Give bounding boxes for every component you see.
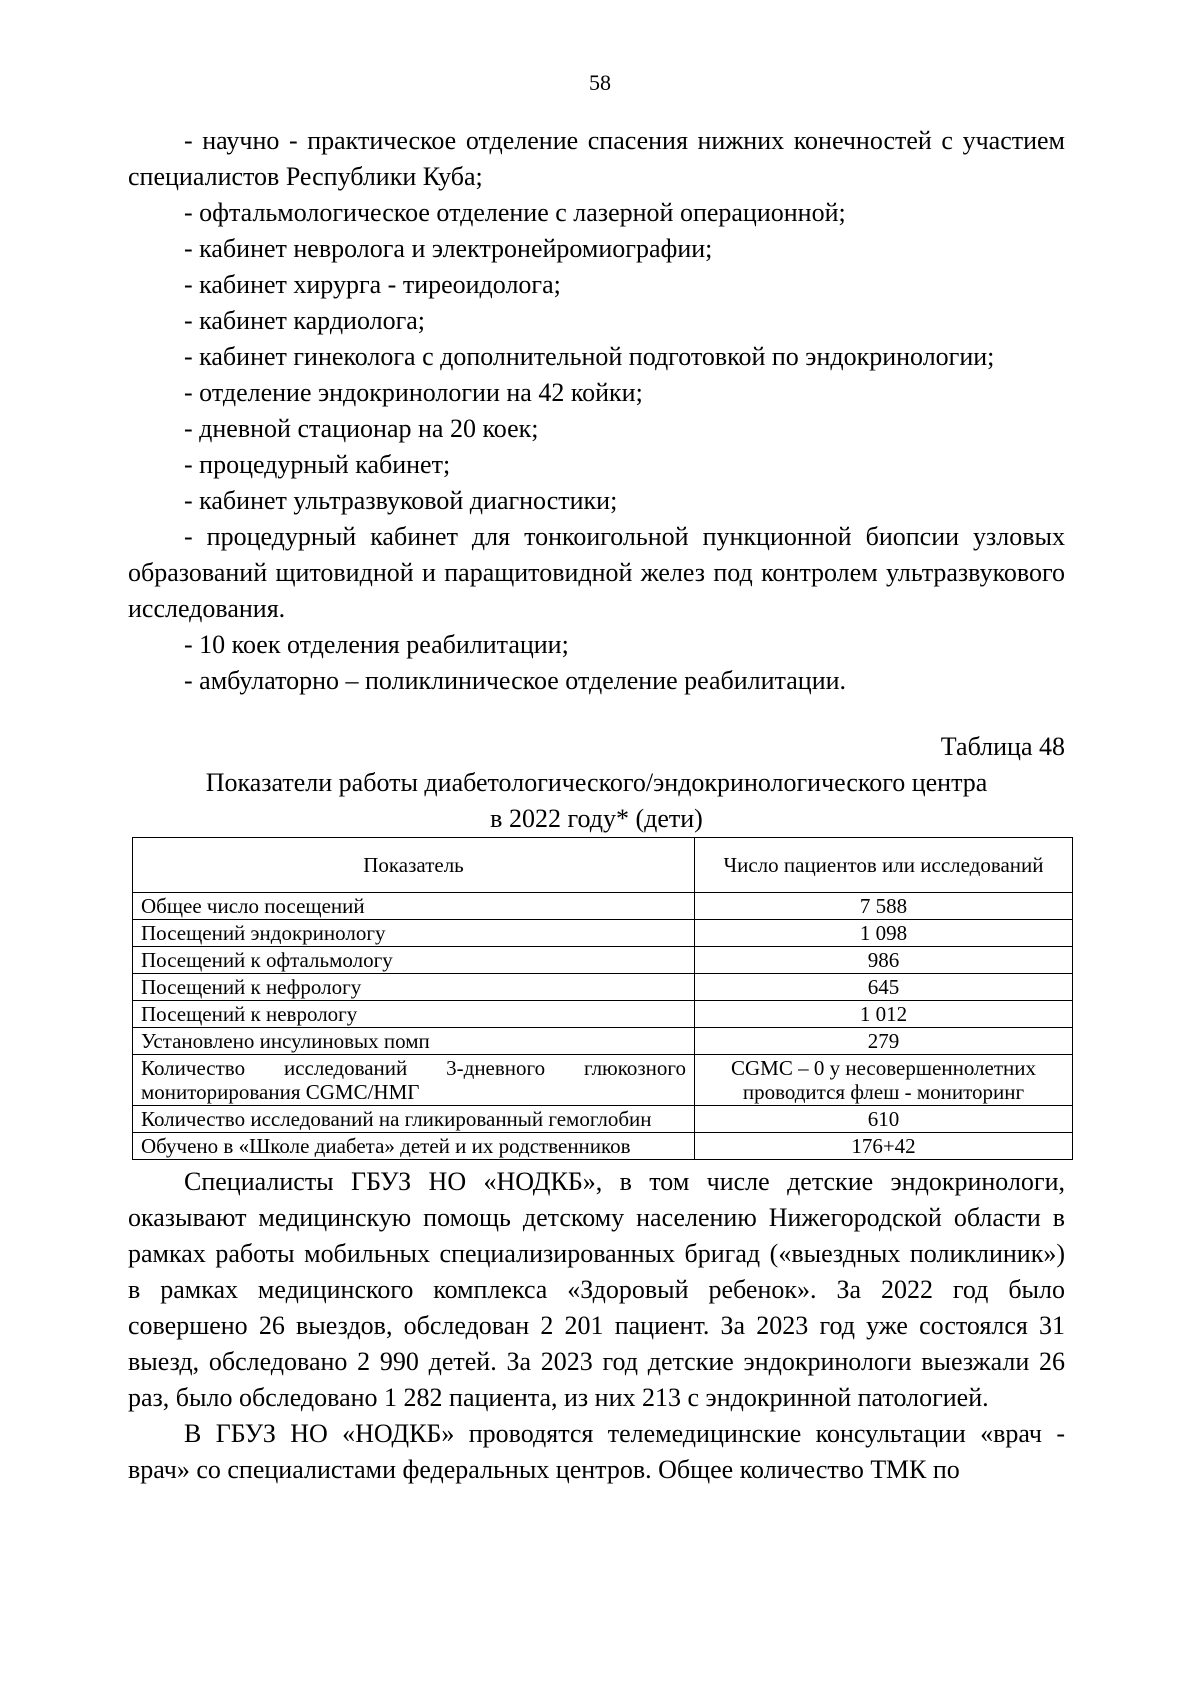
list-item: - кабинет ультразвуковой диагностики; — [184, 486, 618, 515]
list-item: - дневной стационар на 20 коек; — [184, 414, 539, 443]
indicator-cell: Установлено инсулиновых помп — [133, 1028, 695, 1055]
value-cell: CGMC – 0 у несовершеннолетних проводится флеш - мониторинг — [695, 1055, 1073, 1106]
table-number: Таблица 48 — [940, 732, 1065, 761]
paragraph: В ГБУЗ НО «НОДКБ» проводятся телемедицинские консультации «врач - врач» со специалистами федеральных центров. Общее количество ТМК по — [128, 1419, 1065, 1484]
list-item: - кабинет гинеколога с дополнительной подготовкой по эндокринологии; — [184, 342, 995, 371]
list-item: - кабинет невролога и электронейромиографии; — [184, 234, 713, 263]
document-body — [128, 123, 1065, 1488]
value-cell: 1 098 — [695, 920, 1073, 947]
table-row — [133, 893, 1073, 920]
table-title-line2: в 2022 году* (дети) — [490, 804, 703, 833]
value-cell: 986 — [695, 947, 1073, 974]
page-number: 58 — [589, 70, 611, 95]
indicator-cell: Количество исследований на гликированный гемоглобин — [133, 1106, 695, 1133]
table-title-line1: Показатели работы диабетологического/эндокринологического центра — [205, 768, 988, 797]
indicator-cell: Посещений к офтальмологу — [133, 947, 695, 974]
value-cell: 610 — [695, 1106, 1073, 1133]
indicator-cell: Количество исследований 3-дневного глюкозного мониторирования CGMC/НМГ — [133, 1055, 695, 1106]
indicator-cell: Посещений к нефрологу — [133, 974, 695, 1001]
table-row — [133, 1133, 1073, 1160]
list-item: - отделение эндокринологии на 42 койки; — [184, 378, 643, 407]
list-item: - амбулаторно – поликлиническое отделение реабилитации. — [184, 666, 847, 695]
table-row — [133, 1028, 1073, 1055]
indicator-cell: Общее число посещений — [133, 893, 695, 920]
table-header-row — [133, 838, 1073, 893]
table-row — [133, 947, 1073, 974]
list-item: - офтальмологическое отделение с лазерной операционной; — [184, 198, 846, 227]
paragraph: Специалисты ГБУЗ НО «НОДКБ», в том числе детские эндокринологи, оказывают медицинскую помощь детскому населению Нижегородской области в рамках работы мобильных специализированных бригад («выездных поликлиник») в рамках медицинского комплекса «Здоровый ребенок». За 2022 год было совершено 26 выездов, обследован 2 201 пациент. За 2023 год уже состоялся 31 выезд, обследовано 2 990 детей. За 2023 год детские эндокринологи выезжали 26 раз, было обследовано 1 282 пациента, из них 213 с эндокринной патологией. — [128, 1167, 1065, 1412]
value-cell: 7 588 — [695, 893, 1073, 920]
list-item: - 10 коек отделения реабилитации; — [184, 630, 569, 659]
header-indicator: Показатель — [133, 838, 695, 893]
table-row — [133, 920, 1073, 947]
table-row — [133, 1106, 1073, 1133]
body-text — [128, 1164, 1065, 1488]
list-item: - процедурный кабинет; — [184, 450, 451, 479]
list-item: - кабинет хирурга - тиреоидолога; — [184, 270, 561, 299]
list-item: - процедурный кабинет для тонкоигольной пункционной биопсии узловых образований щитовидной и паращитовидной желез под контролем ультразвукового исследования. — [128, 522, 1065, 623]
value-cell: 176+42 — [695, 1133, 1073, 1160]
list-item: - кабинет кардиолога; — [184, 306, 426, 335]
table-row — [133, 1055, 1073, 1106]
value-cell: 645 — [695, 974, 1073, 1001]
value-cell: 1 012 — [695, 1001, 1073, 1028]
value-cell: 279 — [695, 1028, 1073, 1055]
indicators-table — [132, 837, 1073, 1160]
list-item: - научно - практическое отделение спасения нижних конечностей с участием специалистов Республики Куба; — [128, 126, 1065, 191]
indicator-cell: Посещений к неврологу — [133, 1001, 695, 1028]
indicator-cell: Посещений эндокринологу — [133, 920, 695, 947]
table-row — [133, 1001, 1073, 1028]
departments-list — [128, 123, 1065, 699]
header-value: Число пациентов или исследований — [695, 838, 1073, 893]
indicator-cell: Обучено в «Школе диабета» детей и их родственников — [133, 1133, 695, 1160]
table-row — [133, 974, 1073, 1001]
